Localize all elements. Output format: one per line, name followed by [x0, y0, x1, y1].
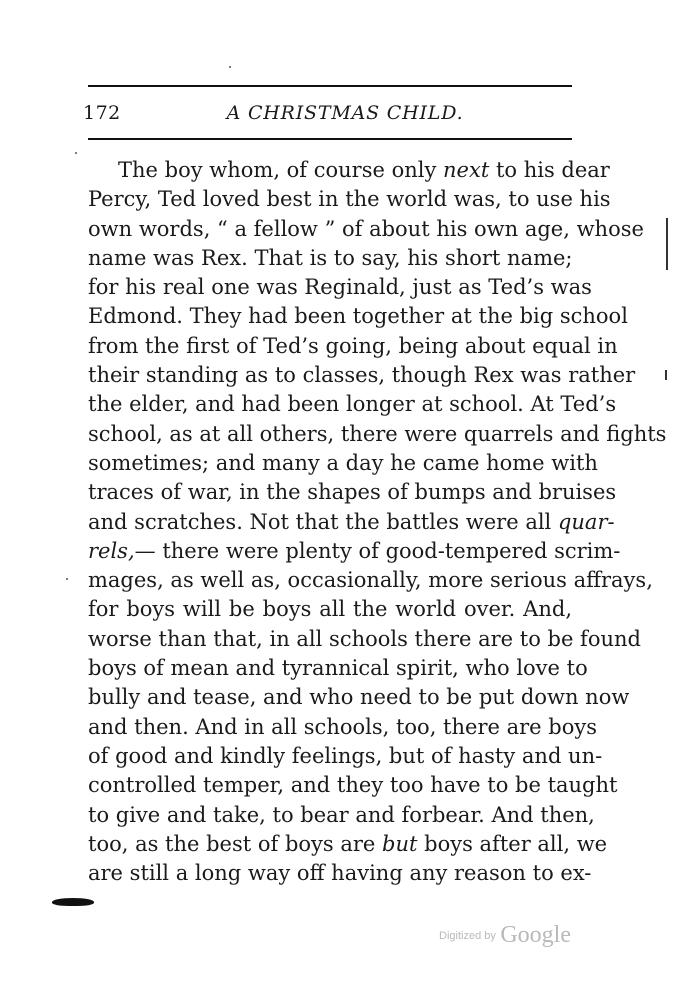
- text-line: [88, 625, 641, 654]
- text-line: [88, 508, 615, 537]
- text-line: [88, 566, 653, 595]
- text-line: [88, 156, 610, 185]
- running-title: A CHRISTMAS CHILD.: [226, 102, 464, 124]
- text-line: [88, 449, 598, 478]
- text-run: are still a long way off having any reason to ex-: [88, 861, 592, 886]
- text-line: [88, 302, 628, 331]
- text-run: boys after all, we: [417, 831, 608, 856]
- body-text: [88, 156, 667, 888]
- text-line: [88, 771, 618, 800]
- text-line: [88, 713, 597, 742]
- text-run: their standing as to classes, though Rex was rather: [88, 363, 636, 388]
- text-run: Percy, Ted loved best in the world was, to use his: [88, 187, 611, 212]
- text-line: [88, 478, 617, 507]
- text-run: to his dear: [489, 158, 610, 182]
- speck: [66, 578, 68, 580]
- text-run: name was Rex. That is to say, his short name;: [88, 245, 573, 270]
- text-run: the elder, and had been longer at school. At Ted’s: [88, 392, 617, 417]
- text-run: to give and take, to bear and forbear. And then,: [88, 802, 595, 827]
- text-line: [88, 332, 618, 361]
- text-line: [88, 801, 595, 830]
- text-run: for his real one was Reginald, just as Ted’s was: [88, 275, 592, 300]
- italic-text: next: [443, 158, 490, 182]
- text-run: school, as at all others, there were quarrels and fights: [88, 421, 667, 446]
- text-run: boys of mean and tyrannical spirit, who love to: [88, 656, 588, 681]
- text-line: [88, 595, 572, 624]
- text-line: [88, 244, 572, 273]
- page-number: 172: [83, 102, 121, 124]
- text-run: sometimes; and many a day he came home with: [88, 450, 598, 475]
- ink-smudge: [52, 898, 94, 906]
- watermark-brand: Google: [500, 922, 571, 948]
- text-run: for boys will be boys all the world over. And,: [88, 597, 572, 622]
- italic-text: quar-: [557, 509, 615, 534]
- text-run: traces of war, in the shapes of bumps and bruises: [88, 480, 617, 505]
- text-run: The boy whom, of course only: [118, 158, 444, 182]
- text-line: [88, 830, 608, 859]
- text-line: [88, 361, 636, 390]
- watermark-prefix: Digitized by: [439, 930, 496, 942]
- text-line: [88, 420, 667, 449]
- text-line: [88, 654, 588, 683]
- text-line: [88, 215, 644, 244]
- text-run: and then. And in all schools, too, there are boys: [88, 714, 597, 739]
- text-line: [88, 273, 592, 302]
- text-run: worse than that, in all schools there are to be found: [88, 626, 641, 651]
- speck: [229, 66, 231, 68]
- text-run: — there were plenty of good-tempered scrim-: [134, 538, 621, 563]
- text-run: controlled temper, and they too have to be taught: [88, 773, 618, 798]
- text-run: mages, as well as, occasionally, more serious affrays,: [88, 568, 653, 593]
- text-line: [88, 859, 592, 888]
- text-run: Edmond. They had been together at the big school: [88, 304, 628, 329]
- header-rule-top: [88, 85, 572, 87]
- text-line: [88, 537, 621, 566]
- text-run: bully and tease, and who need to be put down now: [88, 685, 630, 710]
- text-line: [88, 390, 617, 419]
- text-run: too, as the best of boys are: [88, 831, 383, 856]
- speck: [75, 152, 77, 154]
- margin-mark: [666, 218, 668, 270]
- italic-text: but: [382, 831, 418, 856]
- text-run: from the first of Ted’s going, being about equal in: [88, 333, 618, 358]
- italic-text: rels,: [88, 538, 135, 563]
- header-rule-bottom: [88, 138, 572, 140]
- digitized-watermark: [439, 922, 571, 949]
- text-run: own words, “ a fellow ” of about his own age, whose: [88, 216, 644, 241]
- text-run: and scratches. Not that the battles were all: [88, 509, 558, 534]
- margin-mark: [665, 370, 667, 380]
- text-run: of good and kindly feelings, but of hasty and un-: [88, 743, 603, 768]
- text-line: [88, 742, 603, 771]
- text-line: [88, 185, 611, 214]
- text-line: [88, 683, 630, 712]
